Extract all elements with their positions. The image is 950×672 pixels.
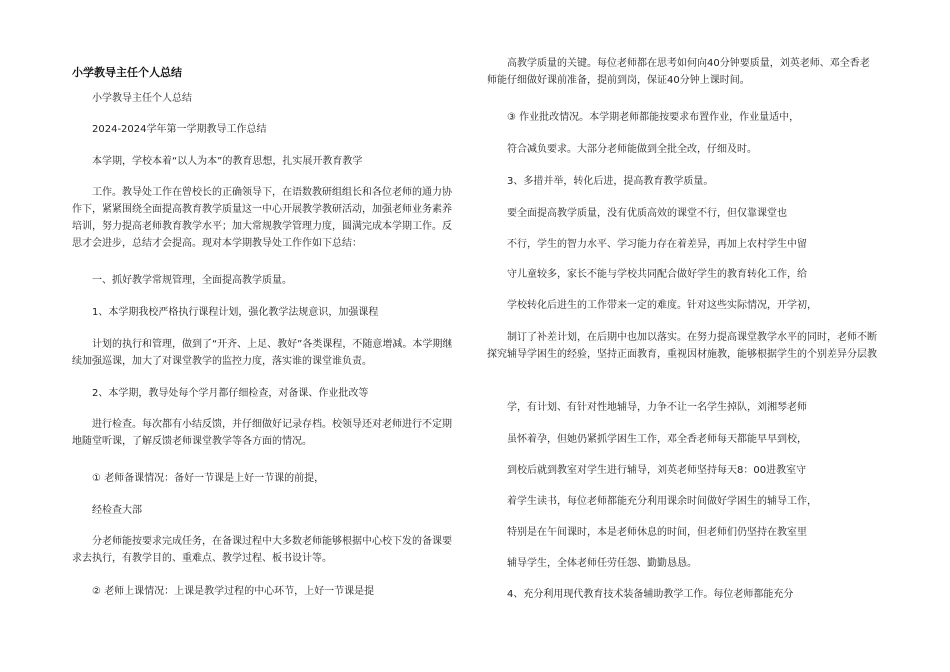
document-title: 小学教导主任个人总结	[72, 66, 182, 79]
paragraph: 学，有计划、有针对性地辅导，力争不让一名学生掉队，刘湘琴老师	[507, 402, 807, 413]
paragraph: 学校转化后进生的工作带来一定的难度。针对这些实际情况，开学初，	[507, 300, 817, 311]
paragraph: 高教学质量的关键。每位老师都在思考如何向40分钟要质量，刘英老师、邓全香老师能仔细做好课前准备，提前到岗，保证40分钟上课时间。	[487, 58, 870, 86]
paragraph: 不行，学生的智力水平、学习能力存在着差异，再加上农村学生中留	[507, 239, 807, 250]
paragraph: ① 老师备课情况：备好一节课是上好一节课的前提，	[92, 473, 325, 484]
paragraph: 制订了补差计划，在后期中也加以落实。在努力提高课堂教学水平的同时，老师不断探究辅导学困生的经验，坚持正面教育，重视因材施教，能够根据学生的个别差异分层教	[487, 332, 877, 360]
paragraph: 守儿童较多，家长不能与学校共同配合做好学生的教育转化工作，给	[507, 269, 807, 280]
paragraph: 进行检查。每次都有小结反馈，并仔细做好记录存档。校领导还对老师进行不定期地随堂听课，了解反馈老师课堂教学等各方面的情况。	[72, 419, 452, 447]
paragraph: 2、本学期，教导处每个学月都仔细检查，对备课、作业批改等	[92, 388, 369, 399]
paragraph: 本学期，学校本着“以人为本”的教育思想，扎实展开教育教学	[92, 156, 363, 167]
paragraph: ② 老师上课情况：上课是教学过程的中心环节，上好一节课是提	[92, 586, 375, 597]
paragraph: 经检查大部	[92, 505, 142, 516]
paragraph: 虽怀着孕，但她仍紧抓学困生工作，邓全香老师每天都能早早到校，	[507, 434, 807, 445]
paragraph: 分老师能按要求完成任务，在备课过程中大多数老师能够根据中心校下发的备课要求去执行，有教学目的、重难点、教学过程、板书设计等。	[72, 536, 452, 564]
paragraph: 符合减负要求。大部分老师能做到全批全改，仔细及时。	[507, 144, 757, 155]
section-heading: 4、充分利用现代教育技术装备辅助教学工作。每位老师都能充分	[507, 589, 794, 600]
paragraph: 特别是在午间课时，本是老师休息的时间，但老师们仍坚持在教室里	[507, 527, 807, 538]
subtitle: 小学教导主任个人总结	[92, 93, 192, 104]
paragraph: 计划的执行和管理，做到了“开齐、上足、教好”各类课程，不随意增减。本学期继续加强巡课，加大了对课堂教学的监控力度，落实谁的课堂谁负责。	[72, 339, 453, 367]
term-heading: 2024-2024学年第一学期教导工作总结	[92, 124, 267, 135]
paragraph: 1、本学期我校严格执行课程计划，强化教学法规意识，加强课程	[92, 307, 379, 318]
paragraph: 到校后就到教室对学生进行辅导，刘英老师坚持每天8：00进教室守	[507, 465, 807, 476]
paragraph: 辅导学生，全体老师任劳任怨、勤勤恳恳。	[507, 558, 697, 569]
section-heading: 一、抓好教学常规管理，全面提高教学质量。	[92, 275, 292, 286]
paragraph: ③ 作业批改情况。本学期老师都能按要求布置作业，作业量适中，	[507, 112, 800, 123]
paragraph: 要全面提高教学质量，没有优质高效的课堂不行，但仅靠课堂也	[507, 208, 787, 219]
section-heading: 3、多措并举，转化后进，提高教育教学质量。	[507, 176, 714, 187]
paragraph: 工作。教导处工作在曾校长的正确领导下，在语数教研组组长和各位老师的通力协作下，紧紧围绕全面提高教育教学质量这一中心开展教学教研活动，加强老师业务素养培训，努力提高老师教育教学水平；加大常规教学管理力度，圆满完成本学期工作。反思才会进步，总结才会提高。现对本学期教导处工作作如下总结：	[72, 187, 452, 249]
paragraph: 着学生读书，每位老师都能充分利用课余时间做好学困生的辅导工作，	[507, 496, 817, 507]
